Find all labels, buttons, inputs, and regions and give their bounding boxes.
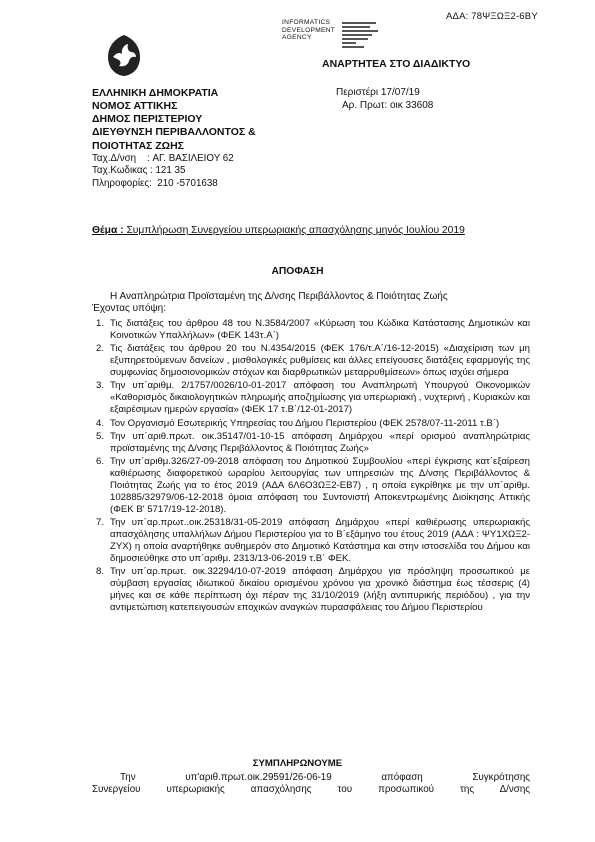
list-item-text: Την υπ΄αριθμ.326/27-09-2018 απόφαση του Δημοτικού Συμβουλίου «περί έγκρισης κατ΄εξαίρεση καθιέρωσης διαφορετικού ωραρίου λειτουργίας των υπηρεσιών της Δ/νσης Περιβάλλοντος & Ποιότητας Ζωής για το έτος 2019 (ΑΔΑ 6Λ6Ο3ΩΞ2-ΕΒ7) , η οποία εγκρίθηκε με την υπ΄αριθμ. 102885/32979/06-12-2018 όμοια απόφαση του Συντονιστή Αποκεντρωμένης Διοίκησης Αττικής (ΦΕΚ Β' 5717/19-12-2018). <box>110 456 530 515</box>
address-value: ΑΓ. ΒΑΣΙΛΕΙΟΥ 62 <box>152 152 234 164</box>
considerations-list <box>92 318 530 615</box>
list-item <box>92 380 530 416</box>
closing-line-1: Την υπ'αριθ.πρωτ.οικ.29591/26-06-19 απόφαση Συγκρότησης <box>120 772 530 783</box>
list-item-text: Την υπ΄αρ.πρωτ. οικ.32294/10-07-2019 απόφαση Δημάρχου για πρόσληψη προσωπικού με σύμβαση εργασίας ιδιωτικού δικαίου ορισμένου χρόνου για χρονικό διάστημα έως τέσσερις (4) μήνες και σε κάθε περίπτωση όχι πέραν της 31/10/2019 (λήξη αντιπυρικής περιόδου) , για την αντιμετώπιση κατεπειγουσών εποχικών αναγκών πυρασφάλειας του Δήμου Περιστερίου <box>110 566 530 613</box>
section-heading-supplement: ΣΥΜΠΛΗΡΩΝΟΥΜΕ <box>252 758 343 769</box>
list-item-text: Τον Οργανισμό Εσωτερικής Υπηρεσίας του Δήμου Περιστερίου (ΦΕΚ 2578/07-11-2011 τ.Β΄) <box>110 417 500 429</box>
greek-republic-emblem-icon <box>104 33 144 78</box>
di-logo-line-1: INFORMATICS <box>282 19 331 26</box>
di-logo-line-2: DEVELOPMENT <box>282 26 336 34</box>
header-line-directorate: ΔΙΕΥΘΥΝΣΗ ΠΕΡΙΒΑΛΛΟΝΤΟΣ & <box>92 126 256 139</box>
intro-line-2: Έχοντας υπόψη: <box>92 303 166 315</box>
list-item-text: Την υπ΄αριθμ. 2/1757/0026/10-01-2017 απόφαση του Αναπληρωτή Υπουργού Οικονομικών «Καθορισμός δικαιολογητικών πληρωμής αποζημίωσης για υπερωριακή , νυχτερινή , Κυριακών και εξαιρέσιμων ημερών εργασία» (ΦΕΚ 17 τ.Β΄/12-01-2017) <box>110 380 530 416</box>
protocol-number: Αρ. Πρωτ: οικ 33608 <box>342 99 434 111</box>
list-item-number: 6. <box>96 456 105 468</box>
list-item-number: 3. <box>96 380 105 392</box>
phone-line <box>92 178 322 191</box>
document-title: ΑΠΟΦΑΣΗ <box>271 266 324 277</box>
publish-online-notice: ΑΝΑΡΤΗΤΕΑ ΣΤΟ ΔΙΑΔΙΚΤΥΟ <box>322 58 471 70</box>
list-item <box>92 517 530 565</box>
address-sep: : <box>136 152 153 164</box>
postcode-sep: : <box>147 165 156 177</box>
address-label: Ταχ.Δ/νση <box>92 152 137 164</box>
subject-text: Συμπλήρωση Συνεργείου υπερωριακής απασχόλησης μηνός Ιουλίου 2019 <box>123 225 465 236</box>
list-item <box>92 318 530 342</box>
header-line-municipality: ΔΗΜΟΣ ΠΕΡΙΣΤΕΡΙΟΥ <box>92 113 203 126</box>
phone-value: 210 -5701638 <box>157 178 218 190</box>
list-item-text: Τις διατάξεις του άρθρου 48 του Ν.3584/2007 «Κύρωση του Κώδικα Κατάστασης Δημοτικών και Κοινοτικών Υπαλλήλων» (ΦΕΚ 143τ.Α΄) <box>110 318 530 341</box>
ada-code: ΑΔΑ: 78ΨΞΩΞ2-6ΒΥ <box>446 11 538 22</box>
list-item-text: Την υπ΄αριθ.πρωτ. οικ.35147/01-10-15 απόφαση Δημάρχου «περί ορισμού αναπληρώτριας προϊσταμένης της Δ/νσης Περιβάλλοντος & Ποιότητας Ζωής» <box>110 431 530 454</box>
header-line-directorate-cont: ΠΟΙΟΤΗΤΑΣ ΖΩΗΣ <box>92 139 184 152</box>
list-item-number: 4. <box>96 417 105 429</box>
list-item <box>92 418 530 430</box>
postcode-value: 121 35 <box>155 165 186 177</box>
list-item <box>92 343 530 379</box>
postcode-line <box>92 165 322 178</box>
issuer-header <box>92 87 322 191</box>
address-line <box>92 153 322 166</box>
list-item-text: Την υπ΄αρ.πρωτ..οικ.25318/31-05-2019 απόφαση Δημάρχου «περί καθιέρωσης υπερωριακής απασχόλησης υπαλλήλων Δήμου Περιστερίου για το Β΄εξάμηνο του έτους 2019 (ΑΔΑ : ΨΥ1ΧΩΞ2-ΖΥΧ) η οποία αναρτήθηκε αυθημερόν στο Δημοτικό Κατάστημα και στην ιστοσελίδα του Δήμου και δημοσιεύθηκε στο υπ΄αριθμ. 2313/13-06-2019 τ.Β΄ ΦΕΚ. <box>110 517 530 564</box>
list-item-number: 2. <box>96 343 105 355</box>
list-item <box>92 456 530 515</box>
list-item-text: Τις διατάξεις του άρθρου 20 του Ν.4354/2015 (ΦΕΚ 176/τ.Α΄/16-12-2015) «Διαχείριση των μη εξυπηρετούμενων δανείων , μισθολογικές ρυθμίσεις και άλλες επείγουσες διατάξεις εφαρμογής της συμφωνίας δημοσιονομικών στόχων και διαρθρωτικών μεταρρυθμίσεων» όπως ισχύει σήμερα <box>110 343 530 379</box>
subject-line <box>92 224 512 237</box>
list-item-number: 7. <box>96 517 105 529</box>
di-stamp-logo-icon <box>342 21 402 52</box>
date-protocol-block <box>336 87 433 113</box>
list-item-number: 8. <box>96 566 105 578</box>
header-line-prefecture: ΝΟΜΟΣ ΑΤΤΙΚΗΣ <box>92 100 178 113</box>
phone-label: Πληροφορίες: <box>92 178 152 190</box>
list-item-number: 5. <box>96 431 105 443</box>
place-date: Περιστέρι 17/07/19 <box>336 87 420 98</box>
postcode-label: Ταχ.Κωδικας <box>92 165 148 177</box>
di-logo-text <box>282 19 335 42</box>
header-line-republic: ΕΛΛΗΝΙΚΗ ΔΗΜΟΚΡΑΤΙΑ <box>92 87 219 99</box>
di-logo-line-3: AGENCY <box>282 34 312 42</box>
intro-line-1: Η Αναπληρώτρια Προϊσταμένη της Δ/νσης Περιβάλλοντος & Ποιότητας Ζωής <box>110 291 448 302</box>
closing-line-2: Συνεργείου υπερωριακής απασχόλησης του προσωπικού της Δ/νσης <box>92 784 530 796</box>
intro <box>92 291 532 316</box>
closing-paragraph <box>92 772 530 797</box>
di-logo <box>282 19 422 59</box>
list-item <box>92 566 530 614</box>
list-item-number: 1. <box>96 318 105 329</box>
subject-label: Θέμα : <box>92 225 124 236</box>
list-item <box>92 431 530 455</box>
